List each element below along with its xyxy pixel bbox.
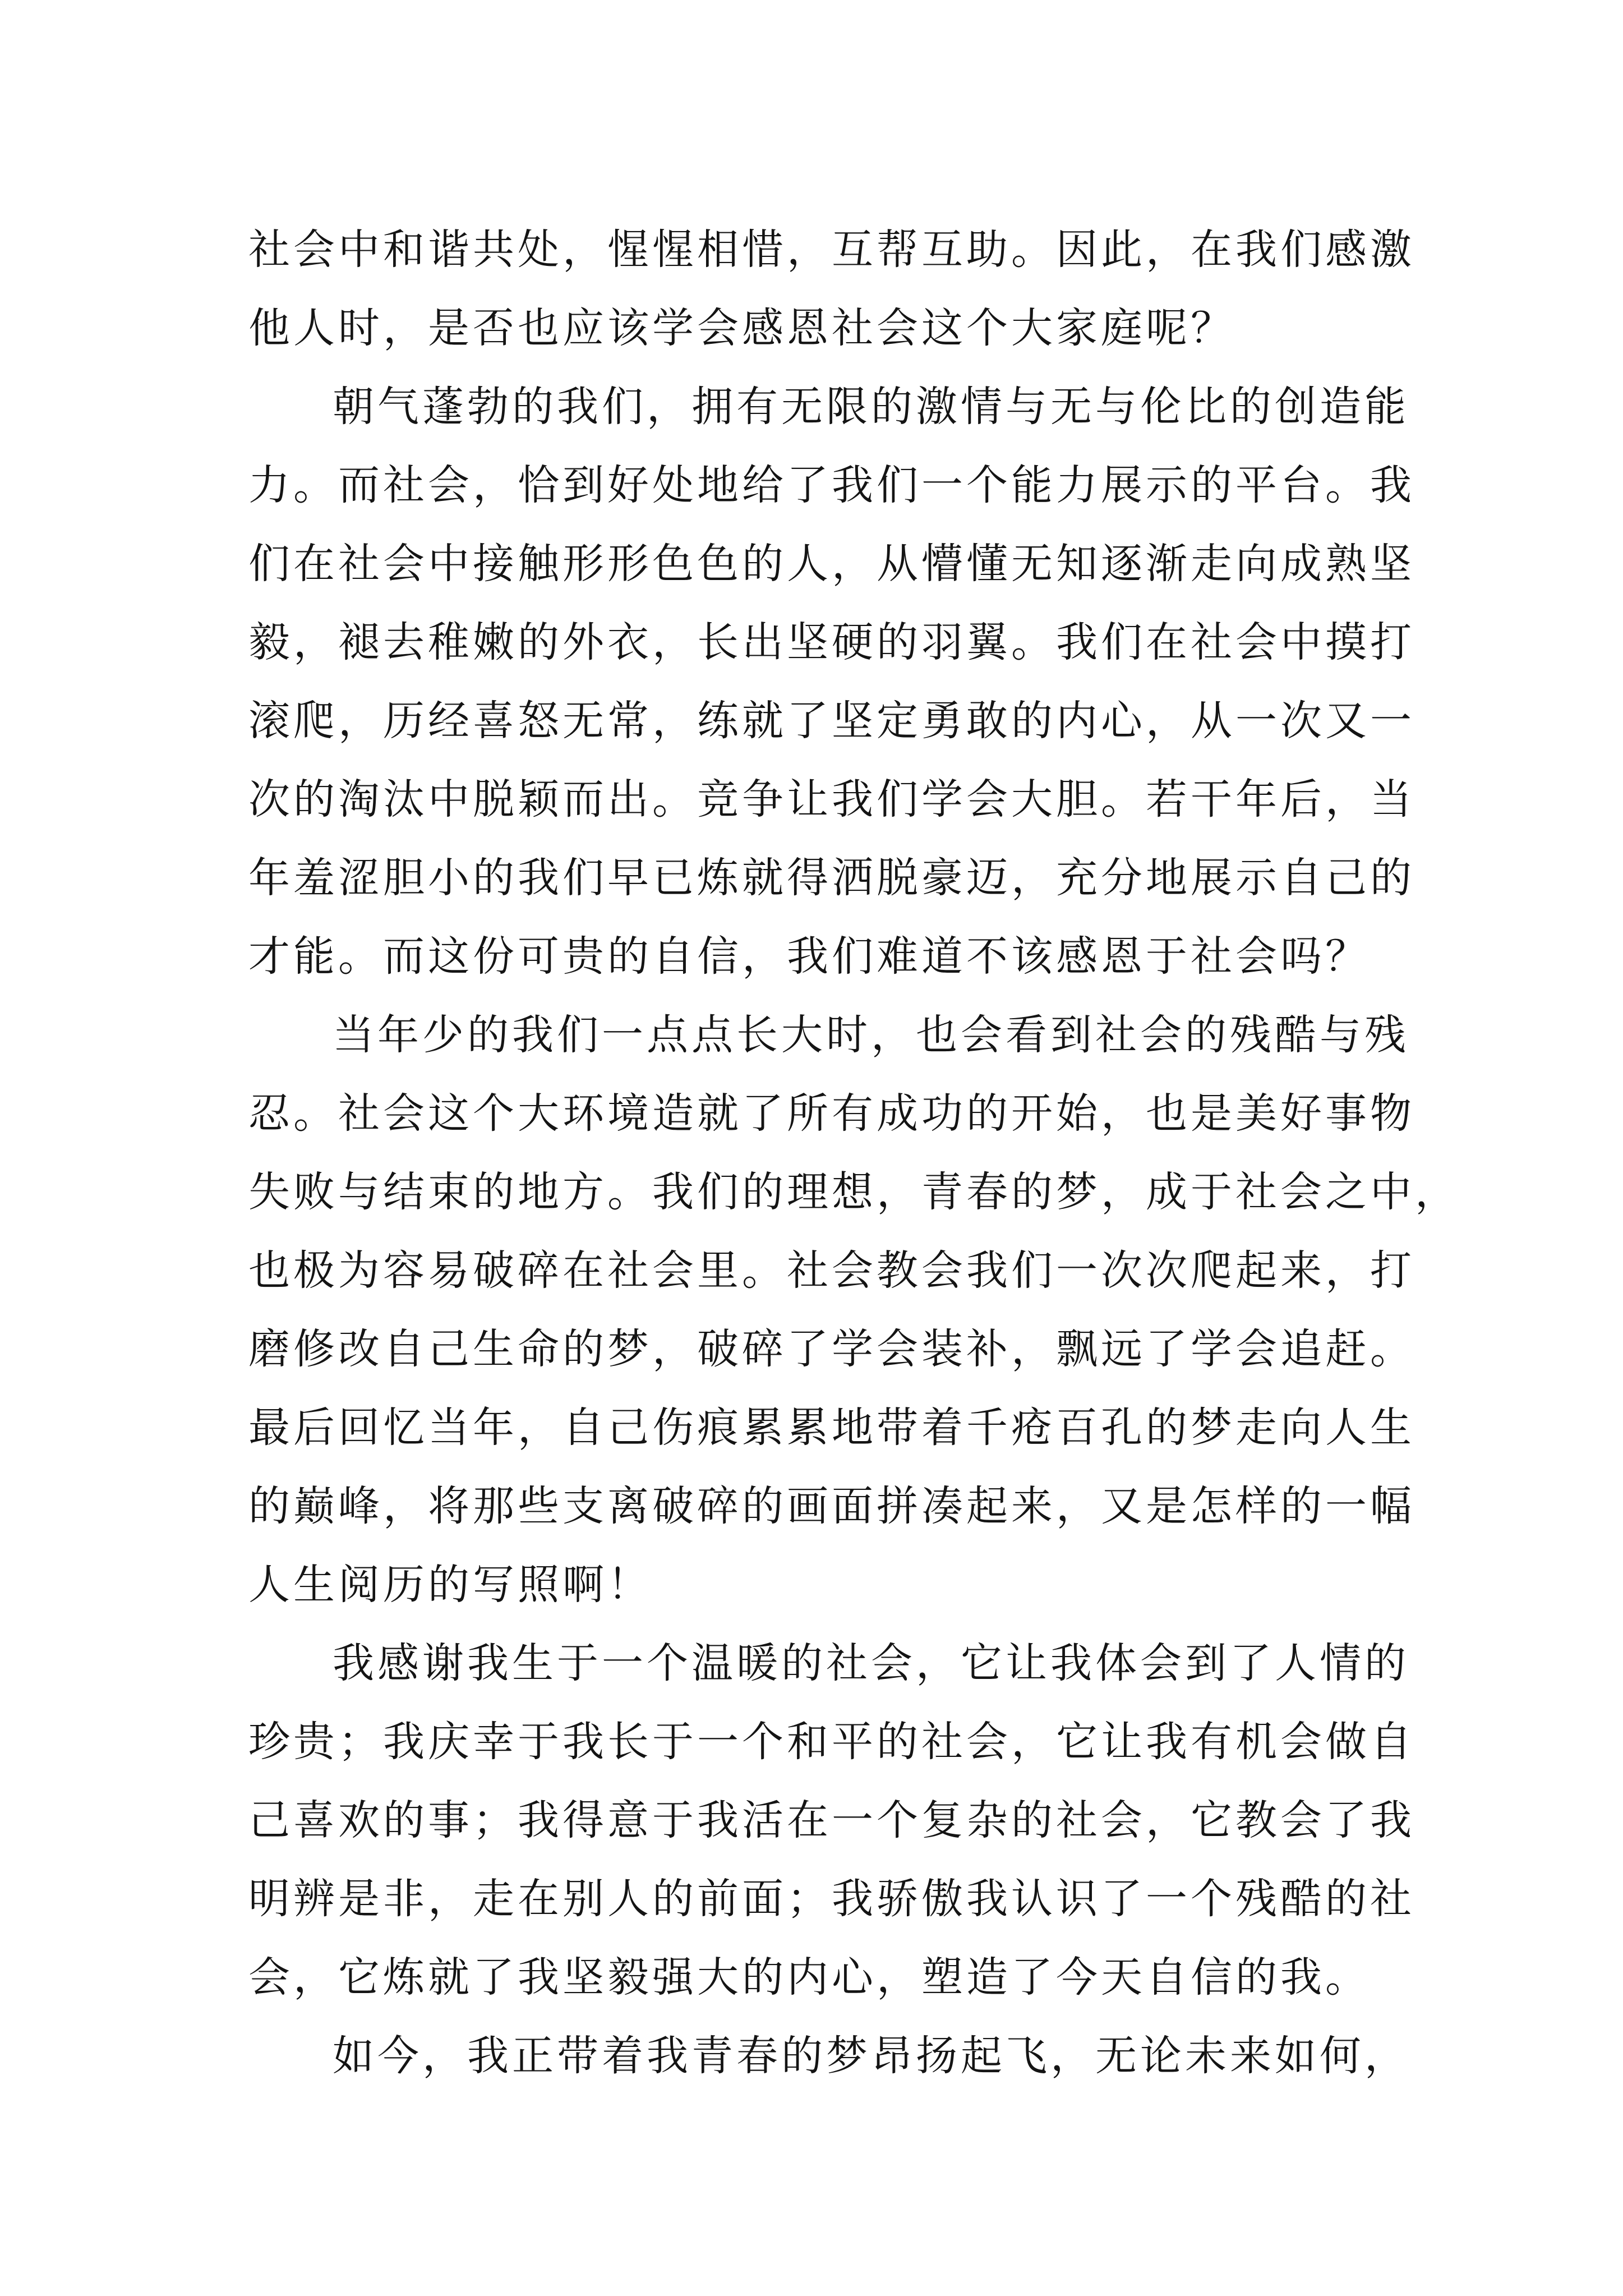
text-line: 次的淘汰中脱颖而出。竞争让我们学会大胆。若干年后，当 [248,775,1415,823]
text-line: 滚爬，历经喜怒无常，练就了坚定勇敢的内心，从一次又一 [248,697,1415,745]
text-line: 明辨是非，走在别人的前面；我骄傲我认识了一个残酷的社 [248,1875,1415,1923]
text-line: 社会中和谐共处，惺惺相惜，互帮互助。因此，在我们感激 [248,226,1415,274]
paragraph-start-line: 朝气蓬勃的我们，拥有无限的激情与无与伦比的创造能 [333,383,1409,431]
text-line: 磨修改自己生命的梦，破碎了学会装补，飘远了学会追赶。 [248,1325,1415,1373]
text-line: 忍。社会这个大环境造就了所有成功的开始，也是美好事物 [248,1089,1415,1138]
text-line: 人生阅历的写照啊！ [248,1561,652,1609]
paragraph-start-line: 我感谢我生于一个温暖的社会，它让我体会到了人情的 [333,1639,1409,1687]
paragraph-start-line: 当年少的我们一点点长大时，也会看到社会的残酷与残 [333,1011,1409,1059]
text-line: 才能。而这份可贵的自信，我们难道不该感恩于社会吗？ [248,932,1370,981]
paragraph-start-line: 如今，我正带着我青春的梦昂扬起飞，无论未来如何， [333,2032,1409,2080]
text-line: 己喜欢的事；我得意于我活在一个复杂的社会，它教会了我 [248,1796,1415,1844]
text-line: 年羞涩胆小的我们早已炼就得洒脱豪迈，充分地展示自己的 [248,854,1415,902]
text-line: 最后回忆当年，自己伤痕累累地带着千疮百孔的梦走向人生 [248,1404,1415,1452]
text-line: 们在社会中接触形形色色的人，从懵懂无知逐渐走向成熟坚 [248,540,1415,588]
text-line: 毅，褪去稚嫩的外衣，长出坚硬的羽翼。我们在社会中摸打 [248,618,1415,666]
text-line: 的巅峰，将那些支离破碎的画面拼凑起来，又是怎样的一幅 [248,1482,1415,1530]
text-line: 他人时，是否也应该学会感恩社会这个大家庭呢？ [248,304,1235,352]
text-line: 失败与结束的地方。我们的理想，青春的梦，成于社会之中， [248,1168,1460,1216]
text-line: 也极为容易破碎在社会里。社会教会我们一次次爬起来，打 [248,1246,1415,1295]
text-line: 会，它炼就了我坚毅强大的内心，塑造了今天自信的我。 [248,1953,1370,2001]
text-line: 珍贵；我庆幸于我长于一个和平的社会，它让我有机会做自 [248,1718,1415,1766]
text-line: 力。而社会，恰到好处地给了我们一个能力展示的平台。我 [248,461,1415,509]
